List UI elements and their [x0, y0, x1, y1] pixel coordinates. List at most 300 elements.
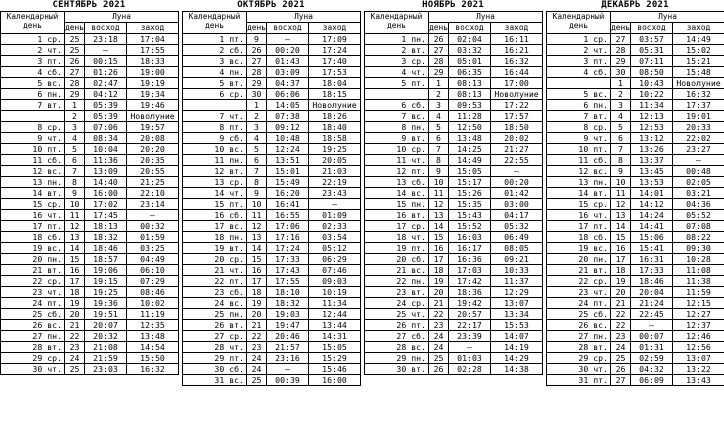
calendar-day-cell: 21 вс.	[365, 265, 429, 276]
calendar-day-cell: 24 пт.	[1, 298, 65, 309]
calendar-day-cell: 14 вт.	[1, 188, 65, 199]
moonset-cell: 14:49	[673, 34, 724, 45]
table-row	[365, 188, 543, 199]
moonset-cell: 05:52	[673, 210, 724, 221]
lunar-day-cell: 22	[611, 320, 631, 331]
calendar-day-cell: 14 вт.	[547, 188, 611, 199]
moonset-cell: 10:28	[673, 254, 724, 265]
lunar-day-cell: 4	[429, 111, 449, 122]
moonrise-cell: 05:39	[85, 111, 127, 122]
header-moon: Луна	[611, 12, 724, 23]
table-row	[183, 221, 361, 232]
moonrise-cell: 23:39	[449, 331, 491, 342]
calendar-day-cell: 16 вт.	[365, 210, 429, 221]
lunar-day-cell: 13	[65, 232, 85, 243]
moonset-cell: 04:17	[491, 210, 543, 221]
table-row	[183, 199, 361, 210]
moonrise-cell: 19:06	[85, 265, 127, 276]
lunar-day-cell: 27	[429, 45, 449, 56]
calendar-day-cell: 25 чт.	[365, 309, 429, 320]
moonset-cell: 19:34	[127, 89, 179, 100]
moonrise-cell: 13:45	[631, 166, 673, 177]
lunar-day-cell: 24	[611, 342, 631, 353]
moonset-cell: 19:25	[309, 144, 361, 155]
calendar-day-cell: 7 вт.	[1, 100, 65, 111]
lunar-day-cell: 7	[247, 166, 267, 177]
moonset-cell: 15:05	[309, 342, 361, 353]
calendar-day-cell: 4 чт.	[365, 67, 429, 78]
moonrise-cell: 09:53	[449, 100, 491, 111]
moonset-cell: 11:38	[673, 276, 724, 287]
calendar-day-cell: 3 ср.	[365, 56, 429, 67]
moonrise-cell: 08:13	[449, 89, 491, 100]
calendar-day-cell: 10 ср.	[365, 144, 429, 155]
moonrise-cell: 17:24	[267, 243, 309, 254]
header-moonset: заход	[127, 23, 179, 34]
calendar-day-cell: 16 чт.	[547, 210, 611, 221]
lunar-day-cell: 1	[611, 78, 631, 89]
header-moonrise: восход	[267, 23, 309, 34]
moon-table	[364, 11, 543, 375]
table-row	[547, 122, 724, 133]
moonrise-cell: 22:17	[449, 320, 491, 331]
table-row	[1, 210, 179, 221]
moonrise-cell: 19:51	[85, 309, 127, 320]
table-row	[183, 166, 361, 177]
table-row	[365, 210, 543, 221]
moonrise-cell: 20:46	[267, 331, 309, 342]
calendar-day-cell: 9 чт.	[1, 133, 65, 144]
moonset-cell: Новолуние	[127, 111, 179, 122]
moonrise-cell: 21:08	[85, 342, 127, 353]
lunar-day-cell: 28	[247, 67, 267, 78]
table-row	[1, 276, 179, 287]
moonset-cell: 18:15	[309, 89, 361, 100]
moonset-cell: 06:10	[127, 265, 179, 276]
lunar-day-cell: 24	[429, 342, 449, 353]
lunar-day-cell: 15	[65, 254, 85, 265]
moonrise-cell: 18:13	[85, 221, 127, 232]
moonrise-cell: 14:01	[631, 188, 673, 199]
moonrise-cell: 04:32	[631, 364, 673, 375]
lunar-day-cell: 4	[247, 133, 267, 144]
calendar-day-cell: 28 вс.	[365, 342, 429, 353]
calendar-day-cell: 21 чт.	[183, 265, 247, 276]
moonset-cell: 17:55	[127, 45, 179, 56]
lunar-day-cell: 1	[65, 100, 85, 111]
table-row	[547, 309, 724, 320]
moonset-cell: 18:50	[491, 122, 543, 133]
moonset-cell: 15:48	[673, 67, 724, 78]
header-moon: Луна	[247, 12, 361, 23]
table-row	[365, 364, 543, 375]
lunar-day-cell: 9	[429, 166, 449, 177]
lunar-day-cell: 5	[429, 122, 449, 133]
lunar-day-cell: 22	[611, 309, 631, 320]
moonrise-cell: 10:22	[631, 89, 673, 100]
lunar-day-cell: 25	[247, 375, 267, 386]
moonset-cell: 14:38	[491, 364, 543, 375]
calendar-day-cell: 8 ср.	[1, 122, 65, 133]
month-title: ОКТЯБРЬ 2021	[237, 0, 305, 10]
table-row	[183, 144, 361, 155]
moonrise-cell: 14:40	[85, 177, 127, 188]
lunar-day-cell: 27	[611, 375, 631, 386]
moonset-cell: 09:30	[673, 243, 724, 254]
moonrise-cell: 03:57	[631, 34, 673, 45]
table-row	[547, 67, 724, 78]
table-row	[365, 342, 543, 353]
lunar-day-cell: 3	[611, 100, 631, 111]
lunar-day-cell: 3	[65, 122, 85, 133]
calendar-day-cell	[1, 111, 65, 122]
moonrise-cell: 21:24	[631, 298, 673, 309]
calendar-day-cell: 9 сб.	[183, 133, 247, 144]
calendar-day-cell: 27 сб.	[365, 331, 429, 342]
moonset-cell: 12:56	[673, 342, 724, 353]
lunar-day-cell: 4	[65, 133, 85, 144]
calendar-day-cell: 6 пн.	[1, 89, 65, 100]
table-row	[365, 232, 543, 243]
lunar-day-cell: 26	[247, 45, 267, 56]
moonrise-cell: 12:53	[631, 122, 673, 133]
lunar-day-cell: 21	[611, 298, 631, 309]
moonrise-cell: 18:57	[85, 254, 127, 265]
lunar-day-cell: 20	[65, 309, 85, 320]
moonrise-cell: 16:03	[449, 232, 491, 243]
calendar-day-cell: 31 пт.	[547, 375, 611, 386]
moonrise-cell: 02:04	[449, 34, 491, 45]
moonset-cell: Новолуние	[309, 100, 361, 111]
lunar-day-cell: 11	[429, 188, 449, 199]
moonset-cell: 19:57	[127, 122, 179, 133]
moonset-cell: 18:40	[309, 122, 361, 133]
lunar-day-cell: 17	[65, 276, 85, 287]
lunar-day-cell: 23	[611, 331, 631, 342]
moonrise-cell: –	[631, 320, 673, 331]
moonset-cell: 13:48	[127, 331, 179, 342]
moonrise-cell: 17:55	[267, 276, 309, 287]
lunar-day-cell: 13	[429, 210, 449, 221]
moonrise-cell: 12:50	[449, 122, 491, 133]
calendar-day-cell: 5 пт.	[365, 78, 429, 89]
calendar-day-cell: 4 сб.	[547, 67, 611, 78]
calendar-day-cell: 5 вт.	[183, 78, 247, 89]
calendar-day-cell: 6 ср.	[183, 89, 247, 100]
moonrise-cell: 15:41	[631, 243, 673, 254]
calendar-day-cell: 13 сб.	[365, 177, 429, 188]
moonset-cell: 01:59	[127, 232, 179, 243]
calendar-day-cell: 19 вс.	[1, 243, 65, 254]
table-row	[365, 45, 543, 56]
lunar-day-cell: 16	[65, 265, 85, 276]
moonset-cell: 23:14	[127, 199, 179, 210]
lunar-day-cell: 29	[247, 78, 267, 89]
moonset-cell: 20:02	[491, 133, 543, 144]
moonset-cell: 00:20	[491, 177, 543, 188]
table-row	[1, 78, 179, 89]
table-row	[1, 166, 179, 177]
moonset-cell: 16:32	[491, 56, 543, 67]
calendar-day-cell: 12 пт.	[365, 166, 429, 177]
moonset-cell: 06:49	[491, 232, 543, 243]
calendar-day-cell: 3 пт.	[1, 56, 65, 67]
table-row	[365, 320, 543, 331]
lunar-day-cell: 6	[247, 155, 267, 166]
moonset-cell: 18:58	[309, 133, 361, 144]
moonset-cell: 13:07	[491, 298, 543, 309]
lunar-day-cell: 22	[65, 331, 85, 342]
moonrise-cell: 12:13	[631, 111, 673, 122]
moonrise-cell: 01:03	[449, 353, 491, 364]
lunar-day-cell: 11	[65, 210, 85, 221]
calendar-day-cell: 9 вт.	[365, 133, 429, 144]
lunar-day-cell: 12	[65, 221, 85, 232]
moonset-cell: 04:36	[673, 199, 724, 210]
table-row	[1, 188, 179, 199]
calendar-day-cell: 15 ср.	[1, 199, 65, 210]
moonset-cell: 14:31	[309, 331, 361, 342]
moonset-cell: 17:24	[309, 45, 361, 56]
moonrise-cell: 12:24	[267, 144, 309, 155]
table-row	[547, 287, 724, 298]
moonset-cell: 21:25	[127, 177, 179, 188]
table-row	[183, 78, 361, 89]
lunar-day-cell: 19	[65, 298, 85, 309]
table-row	[183, 243, 361, 254]
moon-table	[0, 11, 179, 375]
table-row	[183, 331, 361, 342]
month-block-september	[0, 0, 178, 432]
moonrise-cell: 02:28	[449, 364, 491, 375]
calendar-day-cell: 6 сб.	[365, 100, 429, 111]
calendar-day-cell: 3 вс.	[183, 56, 247, 67]
table-row	[183, 320, 361, 331]
moonset-cell: 12:29	[491, 287, 543, 298]
calendar-day-cell: 30 чт.	[1, 364, 65, 375]
moonrise-cell: 19:42	[449, 298, 491, 309]
lunar-day-cell: 5	[65, 144, 85, 155]
table-row	[1, 265, 179, 276]
lunar-day-cell: 5	[611, 122, 631, 133]
calendar-day-cell: 26 вт.	[183, 320, 247, 331]
moonset-cell: 13:07	[673, 353, 724, 364]
header-calendar-day-line2: день	[387, 21, 406, 30]
table-row	[1, 243, 179, 254]
calendar-day-cell: 20 сб.	[365, 254, 429, 265]
calendar-day-cell: 29 пт.	[183, 353, 247, 364]
calendar-day-cell: 17 пт.	[547, 221, 611, 232]
table-row	[365, 199, 543, 210]
table-row	[1, 56, 179, 67]
header-calendar-day-line2: день	[205, 21, 224, 30]
moonset-cell: 16:32	[673, 89, 724, 100]
table-row	[547, 78, 724, 89]
moonrise-cell: 15:43	[449, 210, 491, 221]
calendar-day-cell: 8 пт.	[183, 122, 247, 133]
table-row	[1, 155, 179, 166]
calendar-day-cell: 22 ср.	[1, 276, 65, 287]
calendar-day-cell	[365, 89, 429, 100]
lunar-day-cell: 24	[429, 331, 449, 342]
calendar-day-cell: 10 пт.	[1, 144, 65, 155]
table-row	[183, 210, 361, 221]
lunar-day-cell: 12	[429, 199, 449, 210]
month-block-december	[546, 0, 724, 432]
moonset-cell: 20:35	[127, 155, 179, 166]
moonset-cell: 03:25	[127, 243, 179, 254]
lunar-day-cell: 1	[247, 100, 267, 111]
calendar-day-cell: 19 вт.	[183, 243, 247, 254]
table-row	[547, 265, 724, 276]
moonrise-cell: 20:07	[85, 320, 127, 331]
calendar-day-cell: 13 ср.	[183, 177, 247, 188]
calendar-day-cell: 11 сб.	[1, 155, 65, 166]
moonset-cell: 19:00	[127, 67, 179, 78]
lunar-day-cell: 3	[247, 122, 267, 133]
table-row	[1, 342, 179, 353]
lunar-day-cell: 15	[611, 232, 631, 243]
calendar-day-cell: 2 вт.	[365, 45, 429, 56]
moonset-cell: 03:00	[491, 199, 543, 210]
calendar-day-cell: 15 ср.	[547, 199, 611, 210]
calendar-day-cell: 14 чт.	[183, 188, 247, 199]
table-row	[183, 232, 361, 243]
calendar-day-cell: 29 пн.	[365, 353, 429, 364]
header-calendar-day	[183, 12, 247, 34]
lunar-day-cell: 2	[429, 89, 449, 100]
moonset-cell: 21:03	[309, 166, 361, 177]
table-row	[547, 111, 724, 122]
moonrise-cell: 00:39	[267, 375, 309, 386]
table-row	[365, 34, 543, 45]
header-calendar-day-line1: Календарный	[6, 12, 59, 21]
moonset-cell: 13:34	[491, 309, 543, 320]
calendar-day-cell: 15 пн.	[365, 199, 429, 210]
table-row	[365, 353, 543, 364]
calendar-day-cell: 30 вт.	[365, 364, 429, 375]
moonset-cell: 20:55	[127, 166, 179, 177]
calendar-day-cell: 26 вс.	[547, 320, 611, 331]
moonset-cell: 11:37	[491, 276, 543, 287]
calendar-day-cell: 23 сб.	[183, 287, 247, 298]
moonrise-cell: 18:36	[449, 287, 491, 298]
moonset-cell: 07:46	[309, 265, 361, 276]
table-row	[1, 89, 179, 100]
lunar-day-cell: 12	[611, 199, 631, 210]
table-row	[1, 133, 179, 144]
lunar-day-cell: 28	[611, 45, 631, 56]
lunar-day-cell: 16	[429, 243, 449, 254]
moonrise-cell: 08:13	[449, 78, 491, 89]
table-row	[547, 199, 724, 210]
table-row	[1, 144, 179, 155]
calendar-day-cell: 31 вс.	[183, 375, 247, 386]
moonset-cell: –	[491, 166, 543, 177]
moonset-cell: 07:29	[127, 276, 179, 287]
moonrise-cell: 20:32	[85, 331, 127, 342]
moonset-cell: 05:32	[491, 221, 543, 232]
moonrise-cell: 22:45	[631, 309, 673, 320]
moonset-cell: 18:33	[127, 56, 179, 67]
table-row	[547, 232, 724, 243]
header-calendar-day-line1: Календарный	[552, 12, 605, 21]
header-moonrise: восход	[85, 23, 127, 34]
moonrise-cell: 05:31	[631, 45, 673, 56]
moonrise-cell: 07:06	[85, 122, 127, 133]
header-calendar-day-line1: Календарный	[188, 12, 241, 21]
calendar-day-cell: 29 ср.	[547, 353, 611, 364]
lunar-day-cell: 6	[65, 155, 85, 166]
calendar-day-cell: 18 сб.	[547, 232, 611, 243]
moonrise-cell: 08:50	[631, 67, 673, 78]
calendar-day-cell: 18 чт.	[365, 232, 429, 243]
table-row	[547, 210, 724, 221]
month-title: СЕНТЯБРЬ 2021	[52, 0, 126, 10]
table-row	[1, 100, 179, 111]
table-row	[547, 342, 724, 353]
table-row	[365, 221, 543, 232]
moonset-cell: 19:19	[127, 78, 179, 89]
header-calendar-day	[365, 12, 429, 34]
moonset-cell: 23:27	[673, 144, 724, 155]
moonset-cell: 16:11	[491, 34, 543, 45]
table-row	[365, 155, 543, 166]
month-title: ДЕКАБРЬ 2021	[601, 0, 669, 10]
moonrise-cell: 10:43	[631, 78, 673, 89]
table-row	[183, 45, 361, 56]
moonrise-cell: 21:59	[85, 353, 127, 364]
lunar-day-cell: 8	[247, 177, 267, 188]
calendar-day-cell: 21 вт.	[1, 265, 65, 276]
moonset-cell: 18:04	[309, 78, 361, 89]
moonrise-cell: 15:01	[267, 166, 309, 177]
table-row	[547, 243, 724, 254]
moonrise-cell: 16:20	[267, 188, 309, 199]
calendar-day-cell: 22 ср.	[547, 276, 611, 287]
calendar-day-cell: 1 ср.	[1, 34, 65, 45]
table-row	[183, 111, 361, 122]
moonrise-cell: 13:12	[631, 133, 673, 144]
moonset-cell: 15:53	[491, 320, 543, 331]
table-row	[547, 100, 724, 111]
moonrise-cell: 06:09	[631, 375, 673, 386]
calendar-day-cell: 21 вт.	[547, 265, 611, 276]
moon-table	[182, 11, 361, 386]
moonset-cell: 13:22	[673, 364, 724, 375]
calendar-day-cell: 20 ср.	[183, 254, 247, 265]
table-row	[365, 166, 543, 177]
moonrise-cell: 04:12	[85, 89, 127, 100]
moonset-cell: 00:32	[127, 221, 179, 232]
moonrise-cell: 14:25	[449, 144, 491, 155]
moonrise-cell: 09:12	[267, 122, 309, 133]
moonset-cell: 06:29	[309, 254, 361, 265]
table-row	[183, 265, 361, 276]
moonrise-cell: 16:41	[267, 199, 309, 210]
moonrise-cell: 13:26	[631, 144, 673, 155]
lunar-day-cell: 4	[611, 111, 631, 122]
header-lunar-day: день	[65, 23, 84, 32]
moonset-cell: 14:07	[491, 331, 543, 342]
table-row	[547, 353, 724, 364]
calendar-day-cell: 10 пт.	[547, 144, 611, 155]
moonrise-cell: 05:01	[449, 56, 491, 67]
header-calendar-day	[547, 12, 611, 34]
calendar-day-cell: 8 ср.	[547, 122, 611, 133]
calendar-day-cell: 23 вт.	[365, 287, 429, 298]
calendar-day-cell: 15 пт.	[183, 199, 247, 210]
